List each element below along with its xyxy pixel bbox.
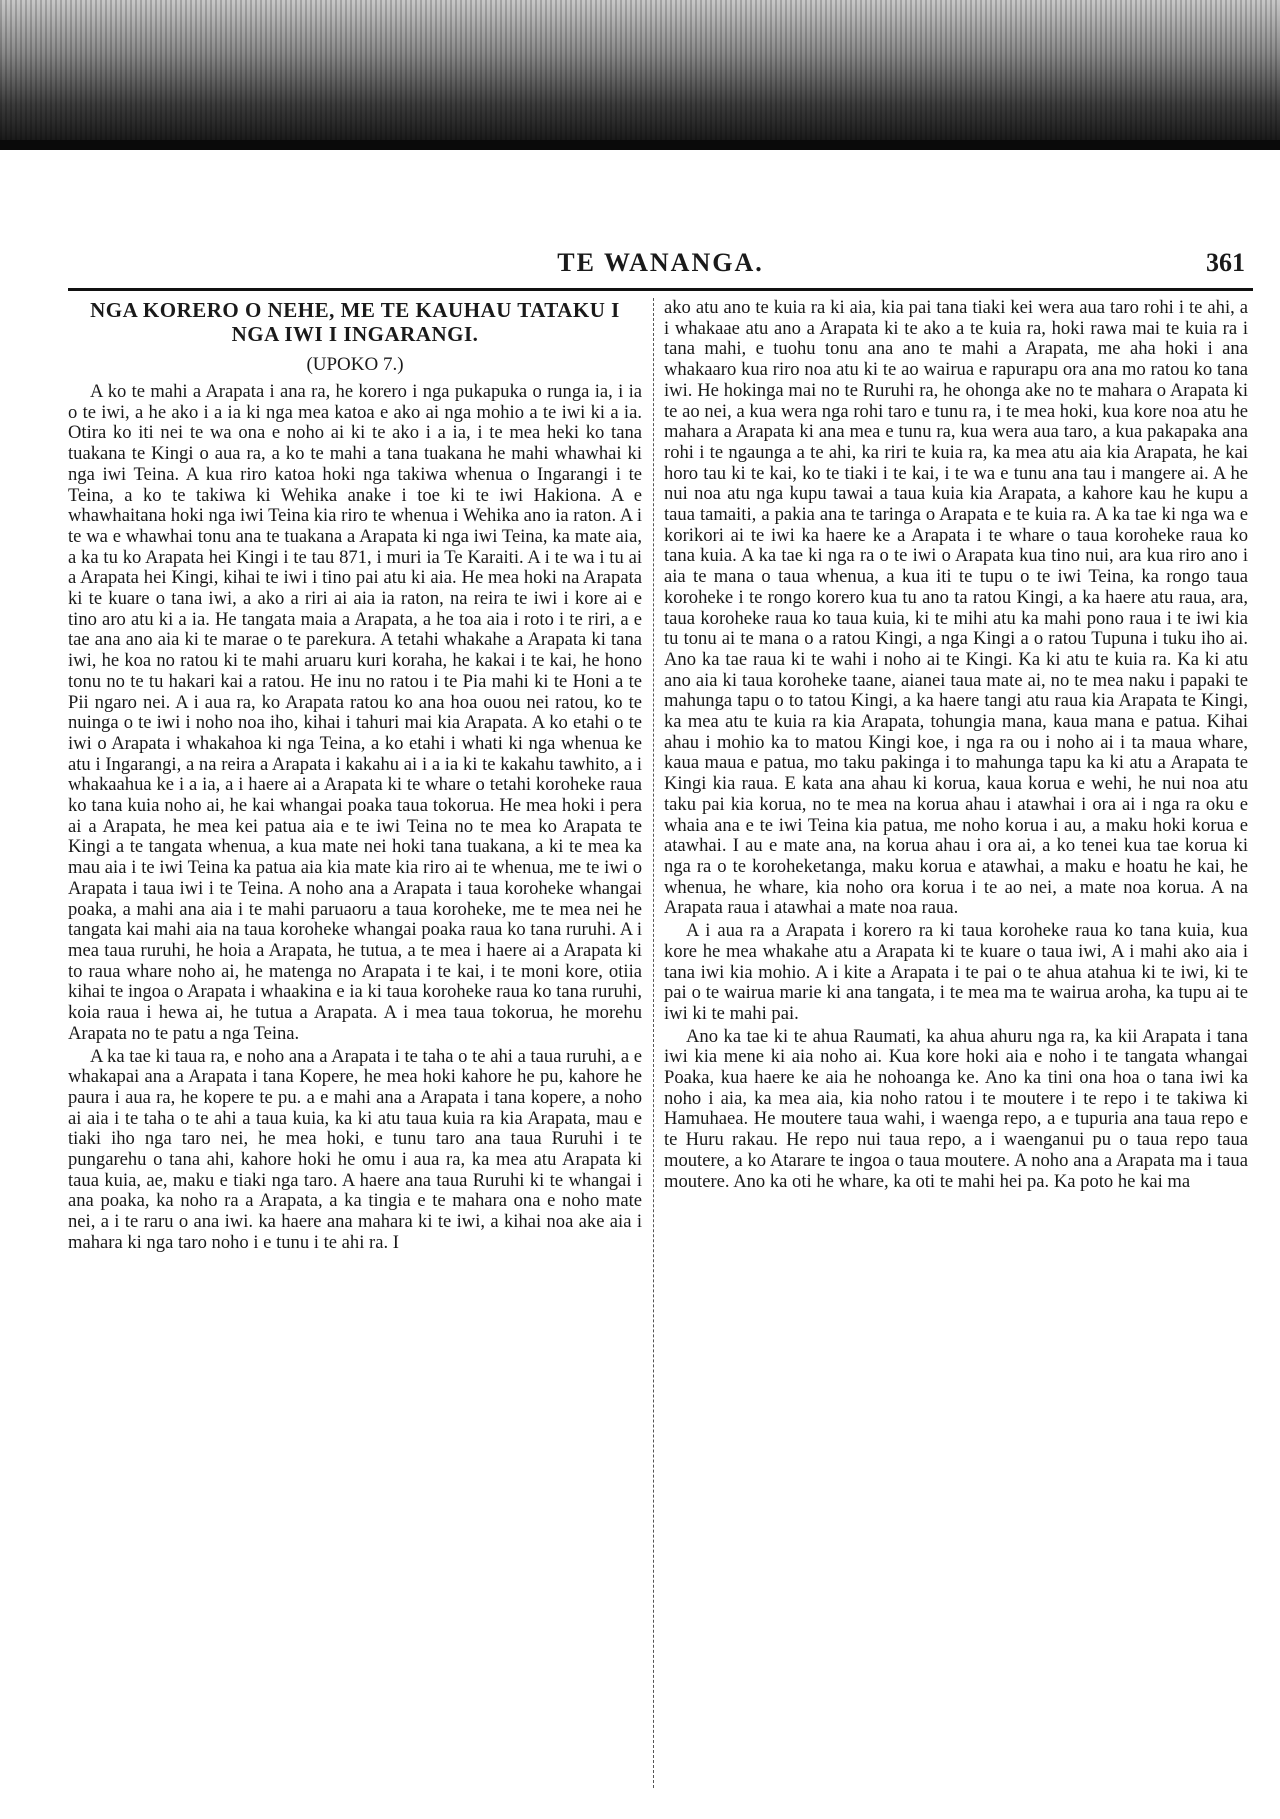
paragraph: Ano ka tae ki te ahua Raumati, ka ahua ahuru nga ra, ka kii Arapata i tana iwi kia mene ki aia noho ai. Kua kore hoki aia e noho i te tangata whangai Poaka, kua haere ke aia he nohoanga ke. Ano ka tini ona hoa o tana iwi ka noho i aia, ka mea aia, kia noho ratou i te moutere i te repo i te takiwa ki Hamuhaea. He moutere taua wahi, i waenga repo, a e tupuria ana taua repo e te Huru rakau. He repo nui taua repo, a i waenganui pu o taua repo taua moutere, a ko Atarare te ingoa o taua moutere. A noho ana a Arapata ma i taua moutere. Ano ka oti he whare, ka oti te mahi hei pa. Ka poto he kai ma	[664, 1025, 1248, 1192]
page-header	[68, 248, 1253, 288]
right-column	[664, 298, 1248, 1788]
paragraph: ako atu ano te kuia ra ki aia, kia pai tana tiaki kei wera aua taro rohi i te ahi, a i whakaae atu ano a Arapata ki te ako a te kuia ra, hoki rawa mai te kuia ra i tana mahi, e tuohu tonu ana ano te mahi a Arapata, me aha hoki i ana whakaaro kua riro noa atu ki te ao wairua e rapurapu ora ana mo ratou ko tana iwi. He hokinga mai no te Ruruhi ra, he ohonga ake no te mahara o Arapata ki te ao nei, a kua wera nga rohi taro e tunu ra, i te mea hoki, kua kore noa atu he mahara a Arapata ki ana mea e tunu ra, kua wera aua taro, a kua pakapaka ana rohi i te ngaunga a te ahi, ka riri te kuia ra, ka mea atu aia kia Arapata, he kai horo tau ki te kai, ko te tiaki i te kai, i te wa e tunu ana tau i mangere ai. A he nui noa atu nga kupu tawai a taua kuia kia Arapata, a kahore kau he kupu a taua tamaiti, a pakia ana te taringa o Arapata e te kuia ra. A ka tae ki nga wa e korikori ai te iwi ka haere ke a Arapata i te whare o taua koroheke raua ko tana kuia. A ka tae ki nga ra o te iwi o Arapata kua tino nui, ara kua riro ano i aia te mana o taua whenua, a kua iti te tupu o te iwi Teina, ka rongo taua koroheke i te rongo korero kua tu ano ta ratou Kingi, a ka haere atu raua, ara, taua koroheke raua ko taua kuia, ki te mihi atu ka mahi pono raua i te iwi kia tu tonu ai te mana o a ratou Kingi, a nga Kingi a o ratou Tupuna i tuku iho ai. Ano ka tae raua ki te wahi i noho ai te Kingi. Ka ki atu te kuia ra. Ka ki atu ano aia ki taua koroheke taane, aianei taua mate ai, no te mea naku i papaki te mahunga tapu o to tatou Kingi, a ka haere tangi atu raua kia Arapata te Kingi, ka mea atu te kuia ra kia Arapata, tohungia mana, kaua mana e patua. Kihai ahau i mohio ka to matou Kingi koe, i nga ra ou i noho ai i ta maua whare, kaua maua e patua, mo taku pakinga i to mahunga tapu ka ki atu a Arapata te Kingi kia raua. E kata ana ahau ki korua, kaua korua e wehi, he nui noa atu taku pai kia korua, no te mea na korua ahau i atawhai i ora ai i nga ra oku e whaia ana e te iwi Teina kia patua, me noho korua i au, a maku hoki korua e atawhai. I au e mate ana, na korua ahau i ora ai, a ko tenei kua tae korua ki nga ra o te koroheketanga, maku korua e atawhai, a maku e hoatu he kai, he whenua, he whare, kia noho ora korua i te ao nei, a mate noa korua. A na Arapata raua i atawhai a mate noa raua.	[664, 298, 1248, 919]
columns	[68, 298, 1253, 1788]
newspaper-page	[68, 248, 1253, 1788]
paragraph: A ka tae ki taua ra, e noho ana a Arapata i te taha o te ahi a taua ruruhi, a e whakapai ana a Arapata i tana Kopere, he mea hoki kahore he pu, kahore he paura i aua ra, he kopere te pu. a e mahi ana a Arapata i tana kopere, a noho ai aia i te taha o te ahi a taua kuia, ka ki atu taua kuia ra kia Arapata, mau e tiaki iho nga taro nei, he mea hoki, e tunu taro ana taua Ruruhi i te pungarehu o tana ahi, kahore hoki he omu i aua ra, ka mea atu Arapata ki taua kuia, ae, maku e tiaki nga taro. A haere ana taua Ruruhi ki te whangai i ana poaka, ka noho ra a Arapata, a ka tingia e te mahara ona e noho mate nei, a i te raru o ana iwi. ka haere ana mahara ki te iwi, a kihai noa ake aia i mahara ki nga taro noho i e tunu i te ahi ra. I	[68, 1045, 642, 1253]
header-rule	[68, 288, 1253, 291]
paragraph: A i aua ra a Arapata i korero ra ki taua koroheke raua ko tana kuia, kua kore he mea whakahe atu a Arapata ki te kuare o taua iwi, A i mahi ako aia i tana iwi kia mohio. A i kite a Arapata i te pai o te ahua atahua ki te iwi, ki te pai o te wairua marie ki ana tangata, i te mea ma te wairua aroha, ka tupu ai te iwi ki te mahi pai.	[664, 920, 1248, 1024]
chapter-heading: (UPOKO 7.)	[306, 354, 404, 375]
column-divider	[653, 298, 654, 1788]
paragraph: A ko te mahi a Arapata i ana ra, he korero i nga pukapuka o runga ia, i ia o te iwi, a he ako i a ia ki nga mea katoa e ako ai nga mohio a te iwi ki a ia. Otira ko iti nei te wa ona e noho ai ki te ako i a ia, i te mea heki ko tana tuakana te Kingi o aua ra, a ko te mahi a tana tuakana he mahi whawhai ki nga iwi Teina. A kua riro katoa hoki nga takiwa whenua o Ingarangi i te Teina, a ko te takiwa ki Wehika anake i toe ki te iwi Hakiona. A e whawhaitana hoki nga iwi Teina kia riro te whenua i Wehika ano ia raton. A i te wa e whawhai tonu ana te tuakana a Arapata ki nga iwi Teina, ka mate aia, a ka tu ko Arapata hei Kingi i te tau 871, i muri ia Te Karaiti. A i te wa i tu ai a Arapata hei Kingi, kihai te iwi i tino pai atu ki aia. He mea hoki na Arapata ki te kuare o tana iwi, a ako a riri ai aia ia raton, na reira te iwi i kore ai e tino aro atu ki a ia. He tangata maia a Arapata, a he toa aia i roto i te riri, a e tae ana ano aia ki te marae o te parekura. A tetahi whakahe a Arapata ki tana iwi, he koa no ratou ki te mahi aruaru kuri koraha, he kakai i te kai, he hono tonu no te tu hakari kai a ratou. He inu no ratou i te Pia mahi ki te Honi a te Pii ngaro nei. A i aua ra, ko Arapata ratou ko ana hoa ouou nei ratou, ko te nuinga o te iwi i noho noa iho, kihai i tahuri mai kia Arapata. A ko etahi o te iwi o Arapata i whakahoa ki nga Teina, a ko etahi i whati ki nga whenua ke atu i Ingarangi, a na reira a Arapata i kakahu ai i a ia ki te kakahu tawhito, a i whakaahua ke i a ia, a i haere ai a Arapata ki te whare o tetahi koroheke raua ko tana kuia noho ai, he kai whangai poaka taua tokorua. He mea hoki i pera ai a Arapata, he mea kei patua aia e te iwi Teina no te mea ko Arapata te Kingi a te tangata whenua, a kua mate nei hoki tana tuakana, a ki te mea ka mau aia i te iwi Teina ka patua aia kia mate kia riro ai te whenua, me te iwi o Arapata i taua iwi i te Teina. A noho ana a Arapata i taua koroheke whangai poaka, a mahi ana aia i te mahi paruaoru a taua koroheke, me te mea nei he tangata kai mahi aia na taua koroheke whangai poaka raua ko tana ruruhi. A i mea taua ruruhi, he hoia a Arapata, he tutua, a te mea i haere ai a Arapata ki to raua whare noho ai, he matenga no Arapata i te kai, i te moni kore, otiia kihai te ingoa o Arapata i whaakina e ia ki taua koroheke raua ko tana ruruhi, koia raua i hewa ai, he tutua a Arapata. A i mea taua tokorua, he morehu Arapata no te patu a nga Teina.	[68, 381, 642, 1044]
masthead: TE WANANGA.	[557, 248, 764, 277]
scan-dark-edge	[0, 0, 1280, 150]
page-number: 361	[1206, 248, 1245, 277]
left-column	[68, 298, 642, 1788]
article-title: NGA KORERO O NEHE, ME TE KAUHAU TATAKU I NGA IWI I INGARANGI.	[90, 298, 620, 346]
